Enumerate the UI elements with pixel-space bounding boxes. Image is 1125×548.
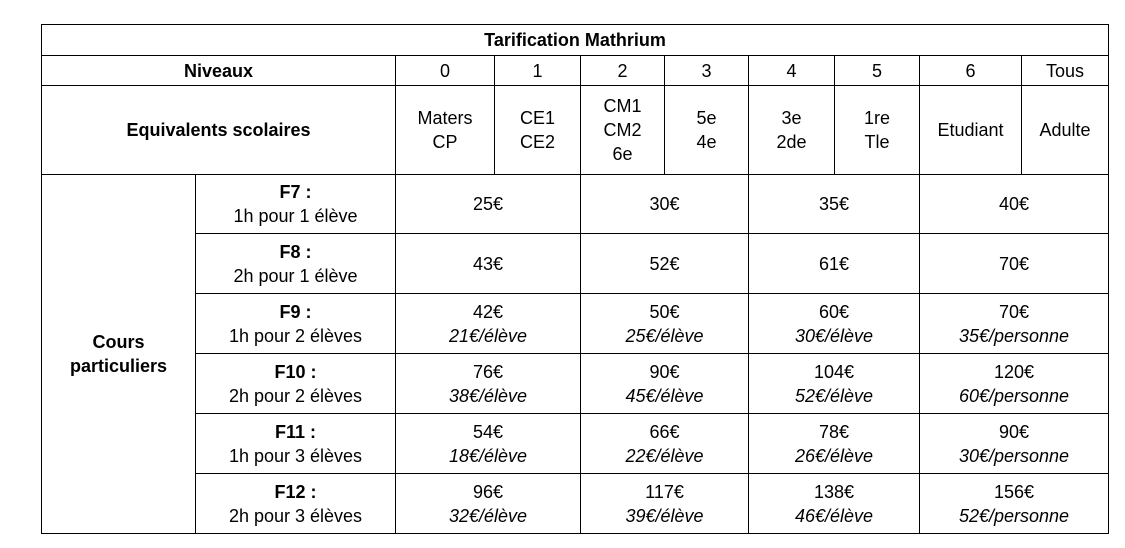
price-cell xyxy=(396,354,581,414)
table-row xyxy=(42,414,1109,474)
equivalent-line: CP xyxy=(432,132,458,152)
price-per-person: 30€/élève xyxy=(794,325,874,346)
section-label-line: particuliers xyxy=(69,356,168,376)
formula-desc: 2h pour 2 élèves xyxy=(228,385,363,406)
price: 25€ xyxy=(472,194,504,214)
equivalent-line: CM2 xyxy=(603,120,642,140)
equivalent-cell xyxy=(396,86,495,175)
section-label xyxy=(42,175,196,534)
price-per-person: 39€/élève xyxy=(625,505,704,526)
level-cell: 2 xyxy=(581,56,665,86)
price-cell xyxy=(581,294,749,354)
formula-desc: 2h pour 3 élèves xyxy=(228,505,363,526)
equivalent-line: 3e xyxy=(781,108,802,128)
equivalent-cell xyxy=(1022,86,1109,175)
equivalent-cell xyxy=(920,86,1022,175)
price-cell xyxy=(749,234,920,294)
price-cell xyxy=(749,414,920,474)
price-per-person: 32€/élève xyxy=(448,505,528,526)
level-cell: 5 xyxy=(835,56,920,86)
price-per-person: 18€/élève xyxy=(448,445,528,466)
equivalent-line: Adulte xyxy=(1039,120,1091,140)
formula-code: F7 : xyxy=(279,182,312,202)
price: 35€ xyxy=(818,194,850,214)
equivalent-line: 5e xyxy=(696,108,717,128)
level-cell: 4 xyxy=(749,56,835,86)
price: 76€ xyxy=(472,361,504,382)
price-cell xyxy=(920,175,1109,234)
price: 54€ xyxy=(472,421,504,442)
pricing-table xyxy=(41,24,1109,534)
table-row xyxy=(42,175,1109,234)
price-cell xyxy=(581,354,749,414)
formula-code: F8 : xyxy=(279,241,312,262)
price-cell xyxy=(396,234,581,294)
equivalent-line: CE1 xyxy=(519,108,555,128)
equivalent-cell xyxy=(835,86,920,175)
level-cell: Tous xyxy=(1022,56,1109,86)
price: 96€ xyxy=(472,481,504,502)
equivalents-row xyxy=(42,86,1109,175)
price-per-person: 45€/élève xyxy=(625,385,704,406)
formula-code: F10 : xyxy=(274,361,317,382)
price: 120€ xyxy=(993,361,1035,382)
price: 70€ xyxy=(998,301,1030,322)
price-cell xyxy=(581,234,749,294)
equivalent-line: 4e xyxy=(696,132,717,152)
price-per-person: 52€/élève xyxy=(794,385,874,406)
price-cell xyxy=(749,294,920,354)
price: 43€ xyxy=(472,253,504,274)
price-per-person: 35€/personne xyxy=(958,325,1070,346)
equivalent-line: CE2 xyxy=(519,132,555,152)
formula-code: F9 : xyxy=(279,301,312,322)
formula-code: F12 : xyxy=(274,481,317,502)
equivalent-cell xyxy=(749,86,835,175)
formula-cell xyxy=(196,294,396,354)
price-cell xyxy=(581,414,749,474)
formula-code: F11 : xyxy=(274,421,317,442)
price-per-person: 30€/personne xyxy=(958,445,1070,466)
price: 90€ xyxy=(998,421,1030,442)
formula-cell xyxy=(196,234,396,294)
price: 50€ xyxy=(649,301,680,322)
price-cell xyxy=(920,354,1109,414)
formula-cell xyxy=(196,175,396,234)
levels-row xyxy=(42,56,1109,86)
price-cell xyxy=(920,474,1109,534)
price-cell xyxy=(749,175,920,234)
price: 138€ xyxy=(813,481,855,502)
formula-cell xyxy=(196,414,396,474)
levels-label: Niveaux xyxy=(42,56,396,86)
table-row xyxy=(42,354,1109,414)
price-cell xyxy=(920,234,1109,294)
price: 42€ xyxy=(472,301,504,322)
equivalent-cell xyxy=(665,86,749,175)
price-per-person: 22€/élève xyxy=(625,445,704,466)
price: 90€ xyxy=(649,361,680,382)
price-cell xyxy=(396,414,581,474)
price: 117€ xyxy=(645,481,684,502)
table-title: Tarification Mathrium xyxy=(42,25,1109,56)
price-cell xyxy=(749,354,920,414)
price-cell xyxy=(396,474,581,534)
section-label-line: Cours xyxy=(92,332,145,352)
price: 61€ xyxy=(818,253,850,274)
formula-cell xyxy=(196,354,396,414)
equivalent-cell xyxy=(495,86,581,175)
equivalents-label: Equivalents scolaires xyxy=(42,86,396,175)
price: 52€ xyxy=(649,253,680,274)
level-cell: 6 xyxy=(920,56,1022,86)
price-per-person: 60€/personne xyxy=(958,385,1070,406)
price-per-person: 25€/élève xyxy=(625,325,704,346)
price: 60€ xyxy=(818,301,850,322)
price: 156€ xyxy=(993,481,1035,502)
title-row xyxy=(42,25,1109,56)
formula-desc: 1h pour 2 élèves xyxy=(228,325,363,346)
price: 30€ xyxy=(649,194,680,214)
level-cell: 1 xyxy=(495,56,581,86)
price-cell xyxy=(581,175,749,234)
price-per-person: 38€/élève xyxy=(448,385,528,406)
level-cell: 3 xyxy=(665,56,749,86)
price: 104€ xyxy=(813,361,855,382)
price-cell xyxy=(396,175,581,234)
formula-desc: 1h pour 3 élèves xyxy=(228,445,363,466)
price-per-person: 21€/élève xyxy=(448,325,528,346)
price: 40€ xyxy=(998,194,1030,214)
table-row xyxy=(42,474,1109,534)
equivalent-cell xyxy=(581,86,665,175)
price: 70€ xyxy=(998,253,1030,274)
table-row xyxy=(42,234,1109,294)
price-per-person: 52€/personne xyxy=(958,505,1070,526)
formula-desc: 1h pour 1 élève xyxy=(233,206,358,226)
price-cell xyxy=(920,294,1109,354)
equivalent-line: Etudiant xyxy=(937,120,1004,140)
price: 78€ xyxy=(818,421,850,442)
equivalent-line: Tle xyxy=(864,132,890,152)
table-row xyxy=(42,294,1109,354)
equivalent-line: 1re xyxy=(863,108,890,128)
price-cell xyxy=(920,414,1109,474)
equivalent-line: Maters xyxy=(417,108,473,128)
pricing-table-container xyxy=(41,24,1109,534)
formula-desc: 2h pour 1 élève xyxy=(233,265,358,286)
equivalent-line: CM1 xyxy=(603,96,642,116)
price: 66€ xyxy=(649,421,680,442)
price-per-person: 46€/élève xyxy=(794,505,874,526)
price-cell xyxy=(581,474,749,534)
equivalent-line: 6e xyxy=(612,144,633,164)
level-cell: 0 xyxy=(396,56,495,86)
formula-cell xyxy=(196,474,396,534)
price-cell xyxy=(396,294,581,354)
price-per-person: 26€/élève xyxy=(794,445,874,466)
equivalent-line: 2de xyxy=(776,132,807,152)
price-cell xyxy=(749,474,920,534)
